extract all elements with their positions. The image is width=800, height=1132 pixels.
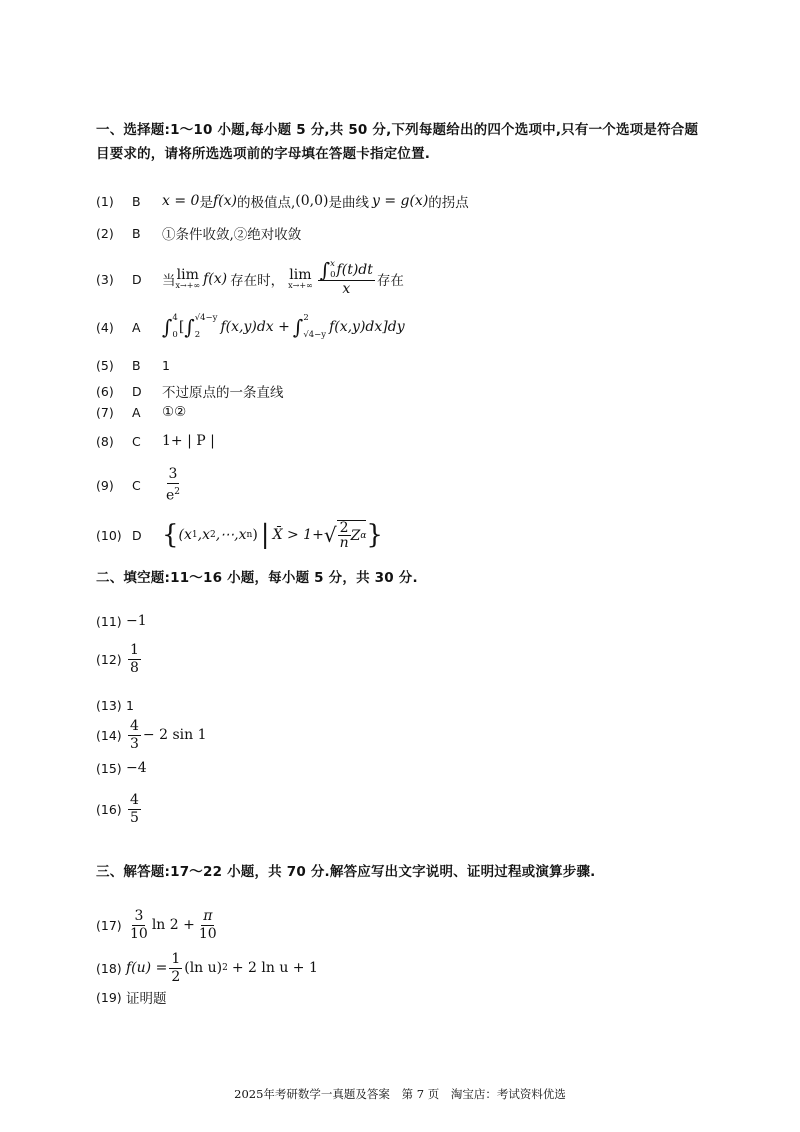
answer-letter: B [132,225,141,241]
section3-heading: 三、解答题:17～22 小题，共 70 分.解答应写出文字说明、证明过程或演算步骤. [96,864,596,880]
question-number: (15) [96,760,122,776]
answer-text: 证明题 [126,991,167,1007]
answer-row-3 [96,256,404,302]
footer-shop: 淘宝店：考试资料优选 [450,1087,566,1101]
answer-text: x = 0 是 f(x) 的极值点, (0,0) 是曲线 y = g(x) 的拐点 [162,193,469,211]
answer-text: 1 [162,357,170,373]
question-number: (12) [96,651,122,667]
answer-row-15 [96,753,147,783]
question-number: (17) [96,917,122,933]
answer-row-1 [96,186,469,216]
question-number: (18) [96,960,122,976]
question-number: (16) [96,801,122,817]
fraction: $\frac{3}{e^2}$ [166,465,181,504]
answer-row-11 [96,606,147,636]
answer-text: $\frac{4}{3}$ − 2 sin 1 [130,717,207,752]
question-number: (9) [96,477,114,493]
answer-letter: B [132,193,141,209]
question-number: (5) [96,357,114,373]
footer-page-number: 第 7 页 [401,1087,440,1101]
answer-letter: C [132,477,141,493]
answer-text: f(u) = $\frac{1}{2}$ (ln u) 2 + 2 ln u + 1 [126,950,318,985]
answer-text [162,466,184,505]
answer-row-9 [96,464,184,506]
answer-letter: D [132,383,142,399]
fraction: $\frac{4}{5}$ [130,791,139,826]
question-number: (13) [96,697,122,713]
fraction: $\frac{1}{2}$ [171,950,181,985]
answer-text: −1 [126,613,147,629]
answer-text: ①条件收敛,②绝对收敛 [162,227,302,243]
section1-heading: 一、选择题:1～10 小题,每小题 5 分,共 50 分,下列每题给出的四个选项中,只有一个选项是符合题目要求的，请将所选选项前的字母填在答题卡指定位置. [96,122,699,162]
answer-row-2 [96,218,301,248]
answer-text: ①② [162,404,187,420]
answer-row-10 [96,514,383,556]
question-number: (14) [96,727,122,743]
answer-text: $\frac{3}{10}$ ln 2 + $\frac{\pi}{10}$ [130,907,217,942]
question-number: (7) [96,404,114,420]
page-footer [0,1086,800,1102]
answer-row-7 [96,397,186,427]
answer-text [126,642,143,677]
question-number: (8) [96,433,114,449]
answer-text: { (x 1 ,x 2 ,⋯,x n ) | X̄ > 1+ √ $\frac{2}{n}$ Z α } [162,520,383,551]
question-number: (2) [96,225,114,241]
answer-text: −4 [126,760,147,776]
answer-row-14 [96,714,207,756]
answer-row-12 [96,638,143,680]
answer-text: 1+ | P | [162,433,215,449]
answer-row-8 [96,426,215,456]
answer-text [126,792,143,827]
answer-text: 1 [126,697,134,713]
footer-title: 2025年考研数学一真题及答案 [234,1087,390,1101]
question-number: (1) [96,193,114,209]
question-number: (11) [96,613,122,629]
answer-letter: A [132,404,141,420]
fraction: $\frac{\pi}{10}$ [198,907,217,942]
answer-row-17 [96,904,221,946]
question-number: (10) [96,527,122,543]
fraction: $\frac{4}{3}$ [130,717,139,752]
answer-text: ∫ 4 0 [ ∫ √4−y 2 f(x,y)dx + ∫ 2 √4−y f(x,y)dx]dy [162,313,405,340]
answer-letter: D [132,527,142,543]
section2-heading: 二、填空题:11～16 小题，每小题 5 分，共 30 分. [96,570,418,586]
question-number: (19) [96,989,122,1005]
answer-letter: C [132,433,141,449]
answer-text: 不过原点的一条直线 [162,385,284,401]
answer-letter: B [132,357,141,373]
answer-letter: A [132,319,141,335]
answer-row-4 [96,310,405,344]
answer-row-19 [96,982,167,1012]
fraction: $\frac{1}{8}$ [130,641,139,676]
answer-row-16 [96,788,143,830]
question-number: (3) [96,271,114,287]
answer-text: 当 lim x→+∞ f(x) 存在时， lim x→+∞ ∫ x 0 f(t)dt x 存在 [162,258,404,297]
question-number: (4) [96,319,114,335]
fraction: ∫ x 0 f(t)dt x [319,258,373,297]
fraction: $\frac{3}{10}$ [130,907,148,942]
question-number: (6) [96,383,114,399]
answer-letter: D [132,271,142,287]
